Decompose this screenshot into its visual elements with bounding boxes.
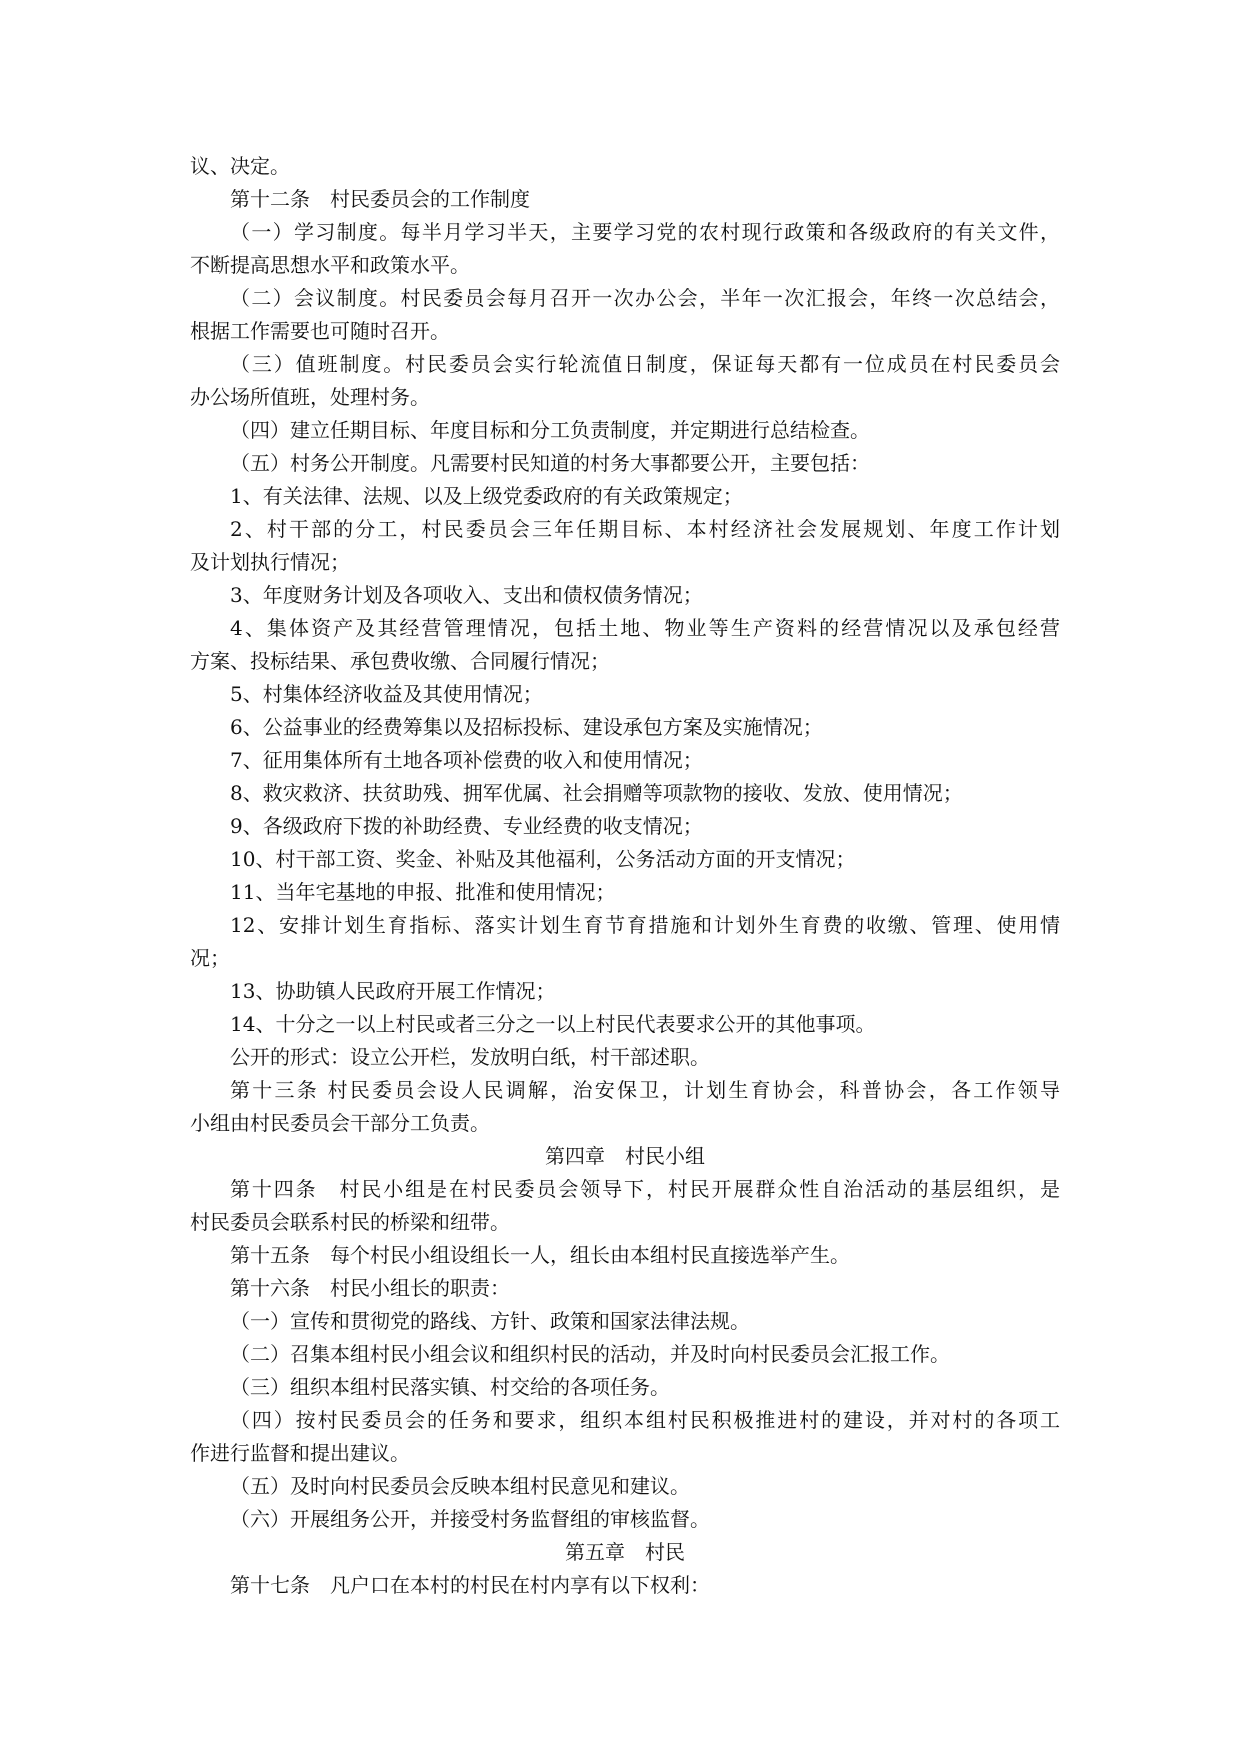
text-line: 9、各级政府下拨的补助经费、专业经费的收支情况； [230,814,703,838]
chapter-heading: 第五章 村民 [565,1540,685,1564]
chapter-heading: 第四章 村民小组 [545,1144,705,1168]
text-line: （一）宣传和贯彻党的路线、方针、政策和国家法律法规。 [230,1309,750,1333]
text-line: 根据工作需要也可随时召开。 [190,319,450,343]
text-line: （二）会议制度。村民委员会每月召开一次办公会，半年一次汇报会，年终一次总结会， [230,286,1060,310]
text-line: 10、村干部工资、奖金、补贴及其他福利，公务活动方面的开支情况； [230,847,856,871]
text-line: （一）学习制度。每半月学习半天，主要学习党的农村现行政策和各级政府的有关文件， [230,220,1060,244]
text-line: 及计划执行情况； [190,550,350,574]
text-line: 办公场所值班，处理村务。 [190,385,430,409]
text-line: 况； [190,946,230,970]
text-line: 议、决定。 [190,154,290,178]
text-line: 13、协助镇人民政府开展工作情况； [230,979,556,1003]
text-line: 村民委员会联系村民的桥梁和纽带。 [190,1210,510,1234]
text-line: 5、村集体经济收益及其使用情况； [230,682,543,706]
text-line: 14、十分之一以上村民或者三分之一以上村民代表要求公开的其他事项。 [230,1012,876,1036]
text-line: 公开的形式：设立公开栏，发放明白纸，村干部述职。 [230,1045,710,1069]
text-line: 第十五条 每个村民小组设组长一人，组长由本组村民直接选举产生。 [230,1243,850,1267]
text-line: （六）开展组务公开，并接受村务监督组的审核监督。 [230,1507,710,1531]
text-line: 不断提高思想水平和政策水平。 [190,253,470,277]
text-line: 第十六条 村民小组长的职责： [230,1276,510,1300]
text-line: 4、集体资产及其经营管理情况，包括土地、物业等生产资料的经营情况以及承包经营 [230,616,1060,640]
text-line: （三）值班制度。村民委员会实行轮流值日制度，保证每天都有一位成员在村民委员会 [230,352,1060,376]
text-line: 8、救灾救济、扶贫助残、拥军优属、社会捐赠等项款物的接收、发放、使用情况； [230,781,963,805]
text-line: 7、征用集体所有土地各项补偿费的收入和使用情况； [230,748,703,772]
text-line: （四）建立任期目标、年度目标和分工负责制度，并定期进行总结检查。 [230,418,870,442]
text-line: （三）组织本组村民落实镇、村交给的各项任务。 [230,1375,670,1399]
text-line: 第十二条 村民委员会的工作制度 [230,187,530,211]
text-line: 小组由村民委员会干部分工负责。 [190,1111,490,1135]
text-line: （二）召集本组村民小组会议和组织村民的活动，并及时向村民委员会汇报工作。 [230,1342,950,1366]
text-line: 2、村干部的分工，村民委员会三年任期目标、本村经济社会发展规划、年度工作计划 [230,517,1060,541]
text-line: 第十三条 村民委员会设人民调解，治安保卫，计划生育协会，科普协会，各工作领导 [230,1078,1060,1102]
text-line: 方案、投标结果、承包费收缴、合同履行情况； [190,649,610,673]
text-line: 1、有关法律、法规、以及上级党委政府的有关政策规定； [230,484,743,508]
text-line: 作进行监督和提出建议。 [190,1441,410,1465]
document-page [190,150,1060,1602]
text-line: 6、公益事业的经费筹集以及招标投标、建设承包方案及实施情况； [230,715,823,739]
text-line: 第十四条 村民小组是在村民委员会领导下，村民开展群众性自治活动的基层组织，是 [230,1177,1060,1201]
text-line: （四）按村民委员会的任务和要求，组织本组村民积极推进村的建设，并对村的各项工 [230,1408,1060,1432]
text-line: 第十七条 凡户口在本村的村民在村内享有以下权利： [230,1573,710,1597]
text-line: 11、当年宅基地的申报、批准和使用情况； [230,880,616,904]
text-line: 3、年度财务计划及各项收入、支出和债权债务情况； [230,583,703,607]
text-line: （五）村务公开制度。凡需要村民知道的村务大事都要公开，主要包括： [230,451,870,475]
text-line: （五）及时向村民委员会反映本组村民意见和建议。 [230,1474,690,1498]
text-line: 12、安排计划生育指标、落实计划生育节育措施和计划外生育费的收缴、管理、使用情 [230,913,1060,937]
